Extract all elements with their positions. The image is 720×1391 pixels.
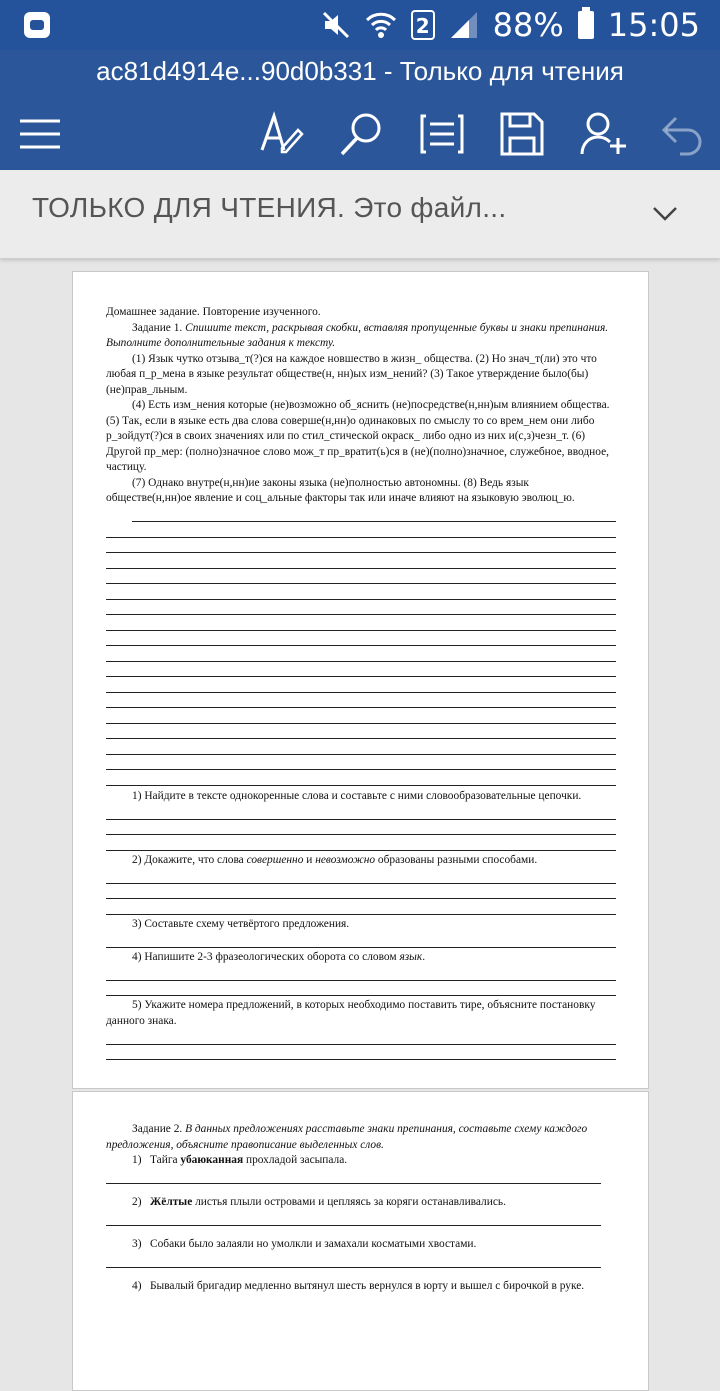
homework-heading: Домашнее задание. Повторение изученного. (106, 306, 321, 318)
answer-line (106, 553, 616, 569)
question-3: 3) Составьте схему четвёртого предложения. (132, 917, 350, 930)
list-item (132, 1279, 616, 1295)
search-icon[interactable] (336, 108, 388, 160)
item-text: Тайга (150, 1154, 181, 1166)
q4-text-a: 4) Напишите 2-3 фразеологических оборота со словом (132, 950, 400, 963)
page-1-content (106, 305, 616, 1060)
answer-line (106, 804, 616, 820)
item-text: Бывалый бригадир медленно вытянул шесть вернулся в юрту и вышел с бирочкой в руке. (150, 1280, 585, 1292)
toolbar (0, 100, 720, 170)
page-2-content (106, 1122, 616, 1295)
answer-line (106, 899, 616, 915)
document-title: ac81d4914e...90d0b331 - Только для чтения (96, 56, 624, 86)
answer-line (106, 981, 616, 997)
item-bold-word: Жёлтые (150, 1196, 193, 1208)
task-2-instruction: В данных предложениях расставьте знаки препинания, составьте схему каждого предложения, объясните правописание выделенных слов. (106, 1123, 588, 1151)
item-text: Собаки было залаяли но умолкли и замахали косматыми хвостами. (150, 1238, 477, 1250)
answer-line (106, 662, 616, 678)
answer-line (106, 1169, 601, 1185)
battery-percent: 88% (492, 6, 564, 44)
status-icons (321, 6, 700, 44)
item-number: 1) (132, 1154, 142, 1166)
item-number: 3) (132, 1238, 142, 1250)
q2-word-1: совершенно (246, 853, 304, 866)
answer-line (106, 1045, 616, 1061)
answer-line (106, 868, 616, 884)
answer-line (106, 646, 616, 662)
answer-line (106, 755, 616, 771)
sim-2-icon: 2 (411, 10, 435, 40)
answer-line (106, 884, 616, 900)
draw-pen-icon[interactable] (256, 108, 308, 160)
item-text: прохладой засыпала. (243, 1154, 348, 1166)
question-2 (106, 853, 616, 869)
q4-text-c: . (422, 950, 426, 963)
save-icon[interactable] (496, 108, 548, 160)
answer-line (132, 507, 616, 523)
clock: 15:05 (607, 6, 700, 44)
answer-line (106, 770, 616, 786)
question-5: 5) Укажите номера предложений, в которых необходимо поставить тире, объясните постановку данного знака. (106, 999, 596, 1027)
answer-line (106, 569, 616, 585)
menu-icon[interactable] (18, 108, 70, 160)
q2-word-2: невозможно (315, 853, 376, 866)
question-4 (106, 950, 616, 966)
task-1-instruction: Спишите текст, раскрывая скобки, вставляя пропущенные буквы и знаки препинания. Выполните дополнительные задания к тексту. (106, 321, 609, 349)
app-header (0, 50, 720, 170)
item-text: листья плыли островами и цепляясь за коряги останавливались. (192, 1196, 506, 1208)
task-1-title (106, 321, 616, 352)
answer-line (106, 708, 616, 724)
answer-line (106, 693, 616, 709)
answer-line (106, 724, 616, 740)
answer-line (106, 835, 616, 851)
mute-icon (321, 10, 351, 40)
answer-line (106, 631, 616, 647)
answer-line (106, 1029, 616, 1045)
list-item (132, 1153, 616, 1169)
text-paragraph-2: (4) Есть изм_нения которые (не)возможно об_яснить (не)посредстве(н,нн)ым влиянием общества. (5) Так, если в языке есть два слова соверше(н,нн)о одинаковых по смыслу то со врем_нем они либо р_зойдут(?)ся в своих значениях или по стил_стической окраск_ либо одно из них и(с,з)чезн_т. (6) Другой пр_мер: (полно)значное слово мож_т пр_вратит(ь)ся в (не)(полно)значное, служебное, вводное, частицу. (106, 399, 610, 473)
answer-line (106, 820, 616, 836)
task-2-title (106, 1122, 616, 1153)
chevron-down-icon[interactable] (650, 198, 680, 228)
answer-lines (106, 507, 616, 786)
answer-line (106, 522, 616, 538)
answer-line (106, 600, 616, 616)
answer-line (106, 677, 616, 693)
list-item (132, 1237, 616, 1253)
question-1: 1) Найдите в тексте однокоренные слова и составьте с ними словообразовательные цепочки. (132, 789, 582, 802)
document-page-2 (72, 1091, 649, 1391)
document-page-1 (72, 271, 649, 1089)
answer-line (106, 1211, 601, 1227)
answer-line (106, 584, 616, 600)
item-bold-word: убаюканная (180, 1154, 244, 1166)
read-only-banner[interactable] (0, 170, 720, 259)
signal-icon (449, 10, 479, 40)
text-paragraph-3: (7) Однако внутре(н,нн)ие законы языка (не)полностью автономны. (8) Ведь язык обществе(н,нн)ое явление и соц_альные факторы так или иначе влияют на языковую эволюц_ю. (106, 476, 575, 504)
answer-line (106, 965, 616, 981)
banner-text: ТОЛЬКО ДЛЯ ЧТЕНИЯ. Это файл... (32, 192, 507, 223)
answer-line (106, 932, 616, 948)
share-person-icon[interactable] (578, 108, 630, 160)
wifi-icon (365, 10, 397, 40)
item-number: 2) (132, 1196, 142, 1208)
list-item (132, 1195, 616, 1211)
answer-line (106, 538, 616, 554)
answer-line (106, 739, 616, 755)
answer-line (106, 1253, 601, 1269)
q4-word: язык (399, 950, 423, 963)
q2-text-e: образованы разными способами. (375, 853, 538, 866)
text-paragraph-1: (1) Язык чутко отзыва_т(?)ся на каждое новшество в жизн_ общества. (2) Но знач_т(ли) это что любая п_р_мена в языке результат обществе(н, нн)ых изм_нений? (3) Такое утверждение было(бы) (не)прав_льным. (106, 352, 597, 396)
undo-icon[interactable] (656, 108, 708, 160)
item-number: 4) (132, 1280, 142, 1292)
answer-line (106, 615, 616, 631)
task-1-label: Задание 1. (132, 321, 186, 334)
status-bar (0, 0, 720, 50)
q2-text-a: 2) Докажите, что слова (132, 853, 247, 866)
task-2-label: Задание 2. (132, 1123, 186, 1135)
focus-view-icon[interactable] (416, 108, 468, 160)
q2-text-c: и (303, 853, 316, 866)
galaxy-app-icon (24, 12, 50, 38)
battery-icon (578, 11, 594, 39)
